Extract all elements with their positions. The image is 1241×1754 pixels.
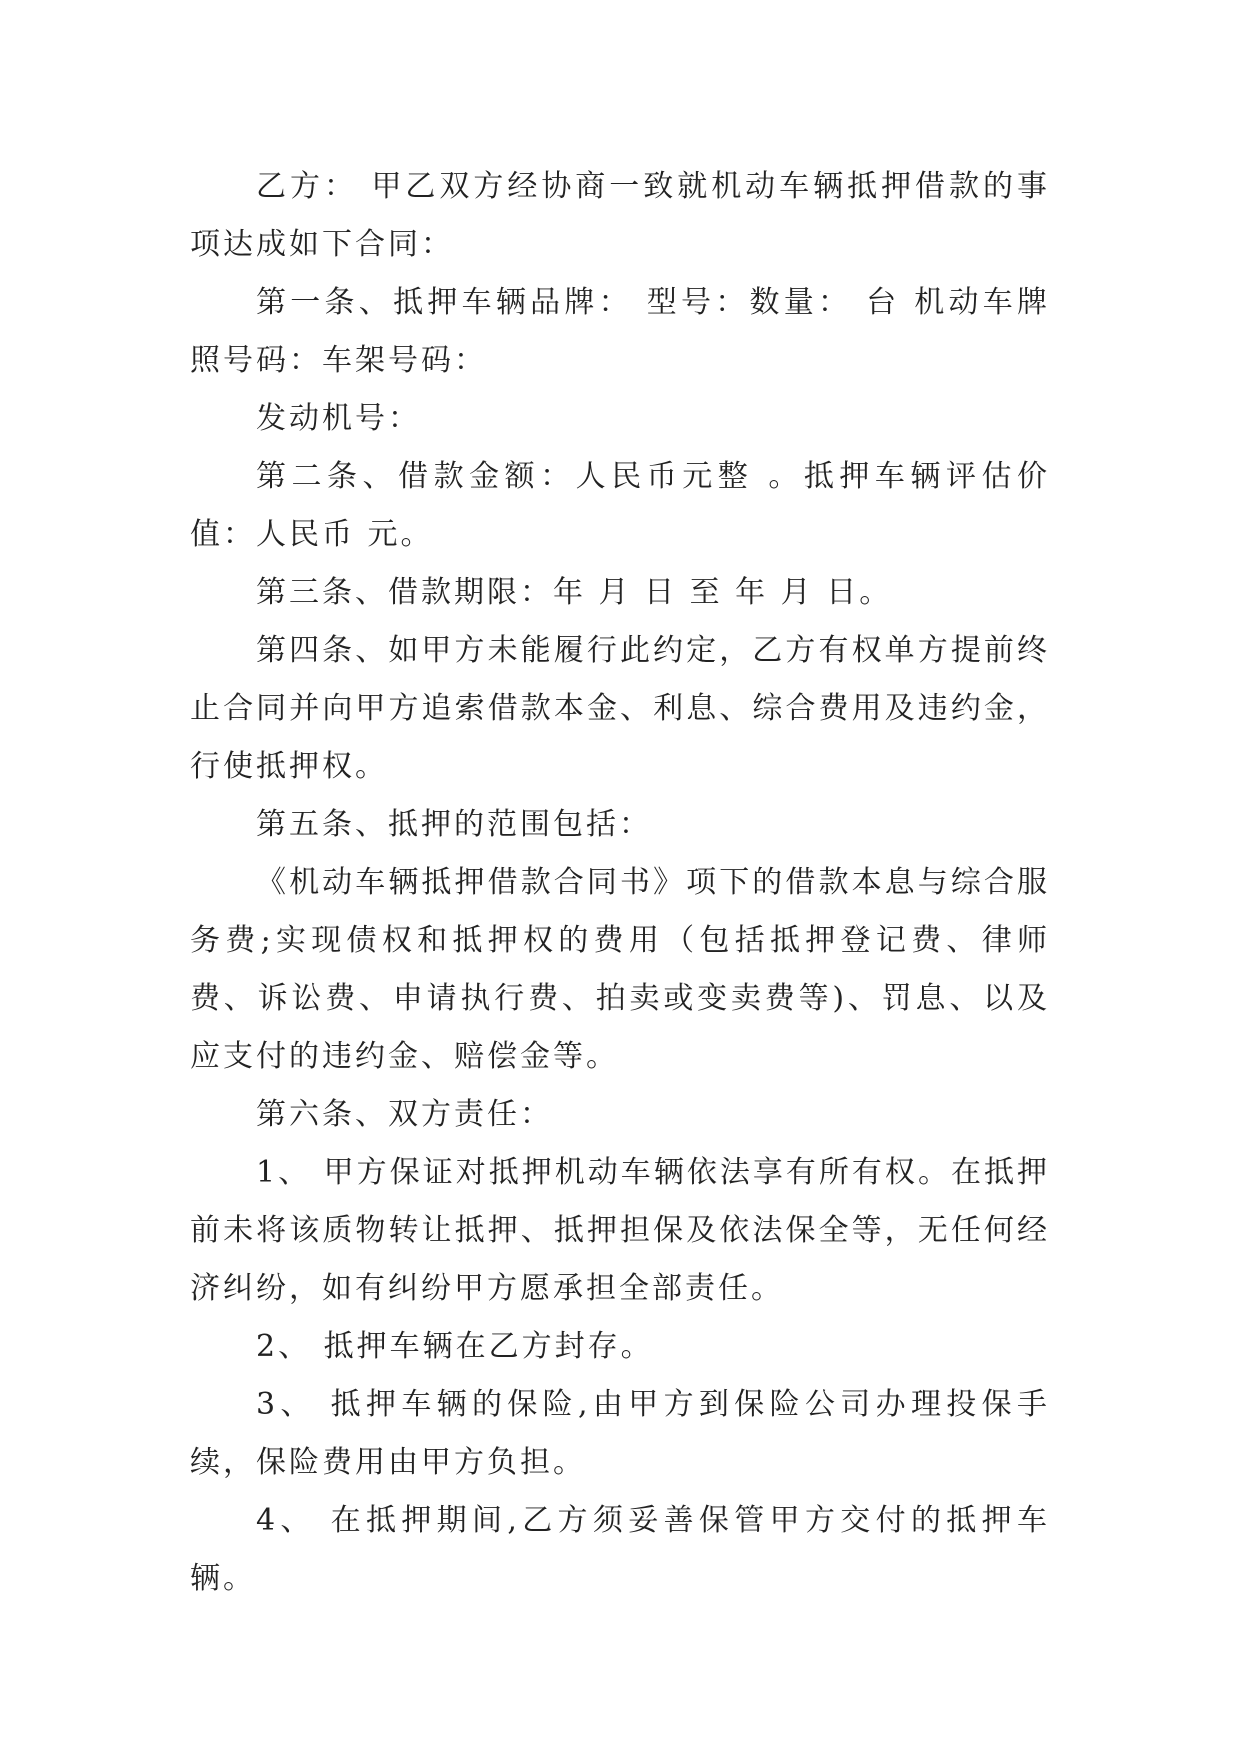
- paragraph-article-2: 第二条、借款金额：人民币元整 。抵押车辆评估价值：人民币 元。: [190, 459, 1050, 552]
- paragraph-article-1: 第一条、抵押车辆品牌： 型号：数量： 台 机动车牌照号码：车架号码：: [190, 285, 1050, 378]
- paragraph-duty-3: 3、 抵押车辆的保险,由甲方到保险公司办理投保手续，保险费用由甲方负担。: [190, 1387, 1050, 1480]
- paragraph-engine-number: 发动机号：: [256, 401, 421, 436]
- paragraph-duty-2: 2、 抵押车辆在乙方封存。: [256, 1329, 654, 1364]
- paragraph-duty-1: 1、 甲方保证对抵押机动车辆依法享有所有权。在抵押前未将该质物转让抵押、抵押担保及依法保全等，无任何经济纠纷，如有纠纷甲方愿承担全部责任。: [190, 1155, 1050, 1306]
- paragraph-article-6: 第六条、双方责任：: [256, 1097, 553, 1132]
- paragraph-article-3: 第三条、借款期限：年 月 日 至 年 月 日。: [256, 575, 893, 610]
- paragraph-party-b: 乙方： 甲乙双方经协商一致就机动车辆抵押借款的事项达成如下合同：: [190, 169, 1050, 262]
- paragraph-article-5: 第五条、抵押的范围包括：: [256, 807, 652, 842]
- paragraph-mortgage-scope: 《机动车辆抵押借款合同书》项下的借款本息与综合服务费;实现债权和抵押权的费用（包括抵押登记费、律师费、诉讼费、申请执行费、拍卖或变卖费等)、罚息、以及应支付的违约金、赔偿金等。: [190, 865, 1050, 1074]
- document-body: [190, 158, 1050, 1608]
- paragraph-duty-4: 4、 在抵押期间,乙方须妥善保管甲方交付的抵押车辆。: [190, 1503, 1050, 1596]
- paragraph-article-4: 第四条、如甲方未能履行此约定，乙方有权单方提前终止合同并向甲方追索借款本金、利息、综合费用及违约金，行使抵押权。: [190, 633, 1050, 784]
